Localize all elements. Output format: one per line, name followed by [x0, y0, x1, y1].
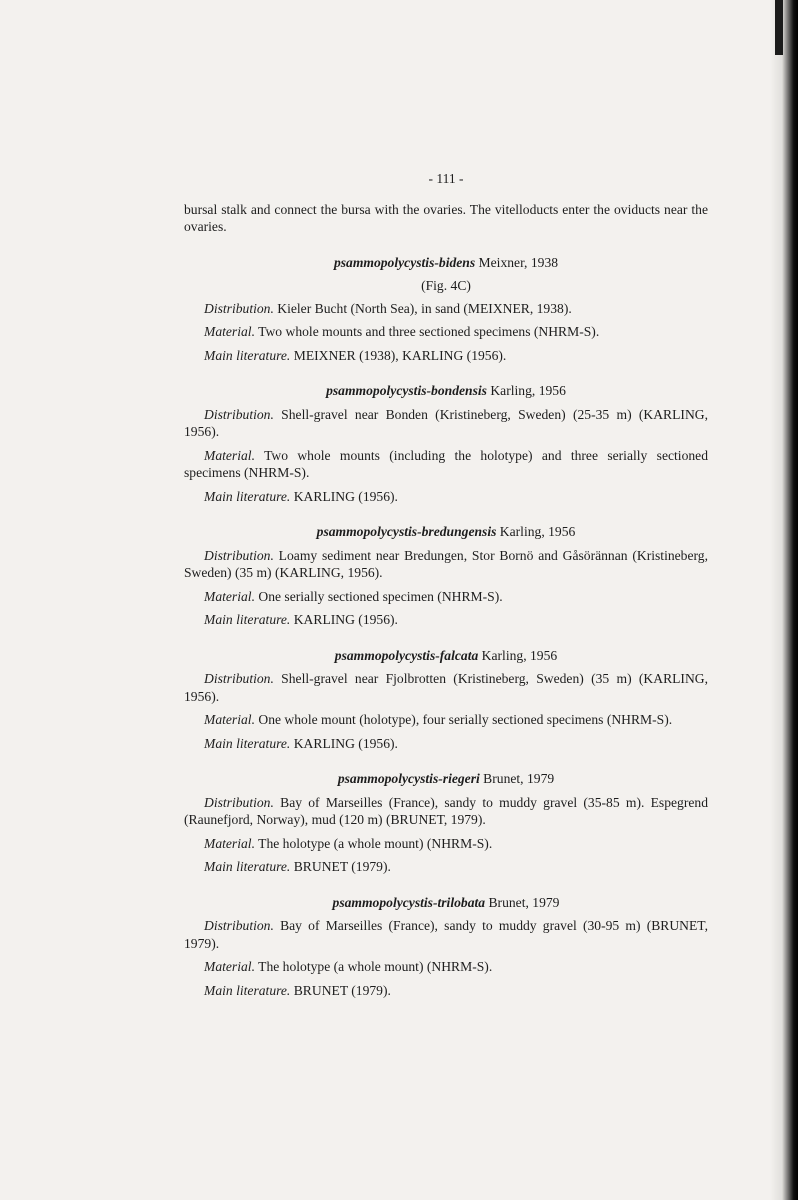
material-text: Two whole mounts and three sectioned specimens (NHRM-S).: [254, 324, 600, 339]
species-author: Karling, 1956: [486, 383, 566, 398]
material-entry: [184, 447, 708, 482]
material-text: One serially sectioned specimen (NHRM-S).: [254, 588, 503, 604]
material-entry: [184, 588, 708, 606]
literature-text: BRUNET (1979).: [290, 982, 391, 998]
intro-paragraph: bursal stalk and connect the bursa with the ovaries. The vitelloducts enter the oviducts near the ovaries.: [184, 201, 708, 234]
literature-label: Main literature.: [204, 488, 291, 504]
distribution-entry: [184, 406, 708, 441]
distribution-entry: [184, 547, 708, 582]
material-label: Material.: [204, 835, 255, 851]
species-name: psammopolycystis-falcata: [334, 647, 479, 663]
distribution-label: Distribution.: [204, 547, 274, 563]
distribution-entry: [184, 300, 708, 318]
material-text: The holotype (a whole mount) (NHRM-S).: [254, 835, 493, 851]
binding-tab: [775, 0, 783, 55]
species-name: psammopolycystis-riegeri: [337, 771, 480, 786]
distribution-label: Distribution.: [204, 918, 274, 933]
distribution-text: Kieler Bucht (North Sea), in sand (MEIXNER, 1938).: [273, 300, 572, 316]
species-name: psammopolycystis-bondensis: [326, 383, 487, 398]
distribution-entry: [184, 670, 708, 705]
literature-text: BRUNET (1979).: [290, 859, 391, 874]
species-name: psammopolycystis-bidens: [333, 254, 476, 270]
distribution-text: Loamy sediment near Bredungen, Stor Bornö and Gåsörännan (Kristineberg, Sweden) (35 m) (KARLING, 1956).: [184, 547, 708, 580]
book-edge: [783, 0, 798, 1200]
species-name: psammopolycystis-bredungensis: [316, 524, 497, 539]
literature-text: KARLING (1956).: [290, 735, 398, 751]
material-label: Material.: [204, 712, 255, 727]
material-text: Two whole mounts (including the holotype) and three serially sectioned specimens (NHRM-S).: [184, 447, 708, 480]
material-text: One whole mount (holotype), four serially sectioned specimens (NHRM-S).: [254, 712, 673, 727]
material-entry: [184, 958, 708, 976]
material-entry: [184, 323, 708, 341]
material-entry: [184, 835, 708, 853]
species-author: Karling, 1956: [496, 524, 576, 539]
distribution-label: Distribution.: [204, 406, 274, 422]
species-heading: [184, 770, 708, 788]
species-heading: [184, 254, 708, 272]
literature-entry: [184, 735, 708, 753]
species-heading: [184, 647, 708, 665]
distribution-entry: [184, 794, 708, 829]
literature-entry: [184, 611, 708, 629]
material-label: Material.: [204, 324, 255, 339]
species-name: psammopolycystis-trilobata: [332, 894, 486, 910]
species-heading: [184, 382, 708, 400]
species-heading: [184, 523, 708, 541]
species-author: Brunet, 1979: [485, 894, 560, 910]
literature-text: MEIXNER (1938), KARLING (1956).: [290, 347, 507, 363]
literature-label: Main literature.: [204, 347, 291, 363]
distribution-entry: [184, 917, 708, 952]
literature-text: KARLING (1956).: [290, 488, 398, 504]
figure-reference: (Fig. 4C): [421, 278, 471, 293]
distribution-label: Distribution.: [204, 794, 274, 810]
distribution-label: Distribution.: [204, 300, 274, 316]
literature-text: KARLING (1956).: [290, 612, 398, 627]
material-label: Material.: [204, 588, 255, 604]
distribution-label: Distribution.: [204, 671, 274, 686]
page-content: [184, 170, 708, 1005]
species-author: Karling, 1956: [478, 647, 558, 663]
material-text: The holotype (a whole mount) (NHRM-S).: [254, 959, 493, 974]
species-heading: [184, 894, 708, 912]
literature-label: Main literature.: [204, 859, 291, 874]
literature-entry: [184, 982, 708, 1000]
literature-label: Main literature.: [204, 612, 291, 627]
distribution-text: Shell-gravel near Fjolbrotten (Kristineberg, Sweden) (35 m) (KARLING, 1956).: [184, 671, 708, 704]
page-number: - 111 -: [428, 171, 464, 186]
distribution-text: Bay of Marseilles (France), sandy to muddy gravel (35-85 m). Espegrend (Raunefjord, Norway), mud (120 m) (BRUNET, 1979).: [184, 794, 708, 827]
distribution-text: Bay of Marseilles (France), sandy to muddy gravel (30-95 m) (BRUNET, 1979).: [184, 918, 708, 951]
material-label: Material.: [204, 447, 255, 463]
literature-entry: [184, 347, 708, 365]
species-author: Meixner, 1938: [475, 254, 559, 270]
literature-entry: [184, 858, 708, 876]
literature-label: Main literature.: [204, 982, 291, 998]
distribution-text: Shell-gravel near Bonden (Kristineberg, Sweden) (25-35 m) (KARLING, 1956).: [184, 406, 708, 439]
species-author: Brunet, 1979: [479, 771, 555, 786]
material-entry: [184, 711, 708, 729]
literature-label: Main literature.: [204, 735, 291, 751]
literature-entry: [184, 488, 708, 506]
material-label: Material.: [204, 959, 255, 974]
